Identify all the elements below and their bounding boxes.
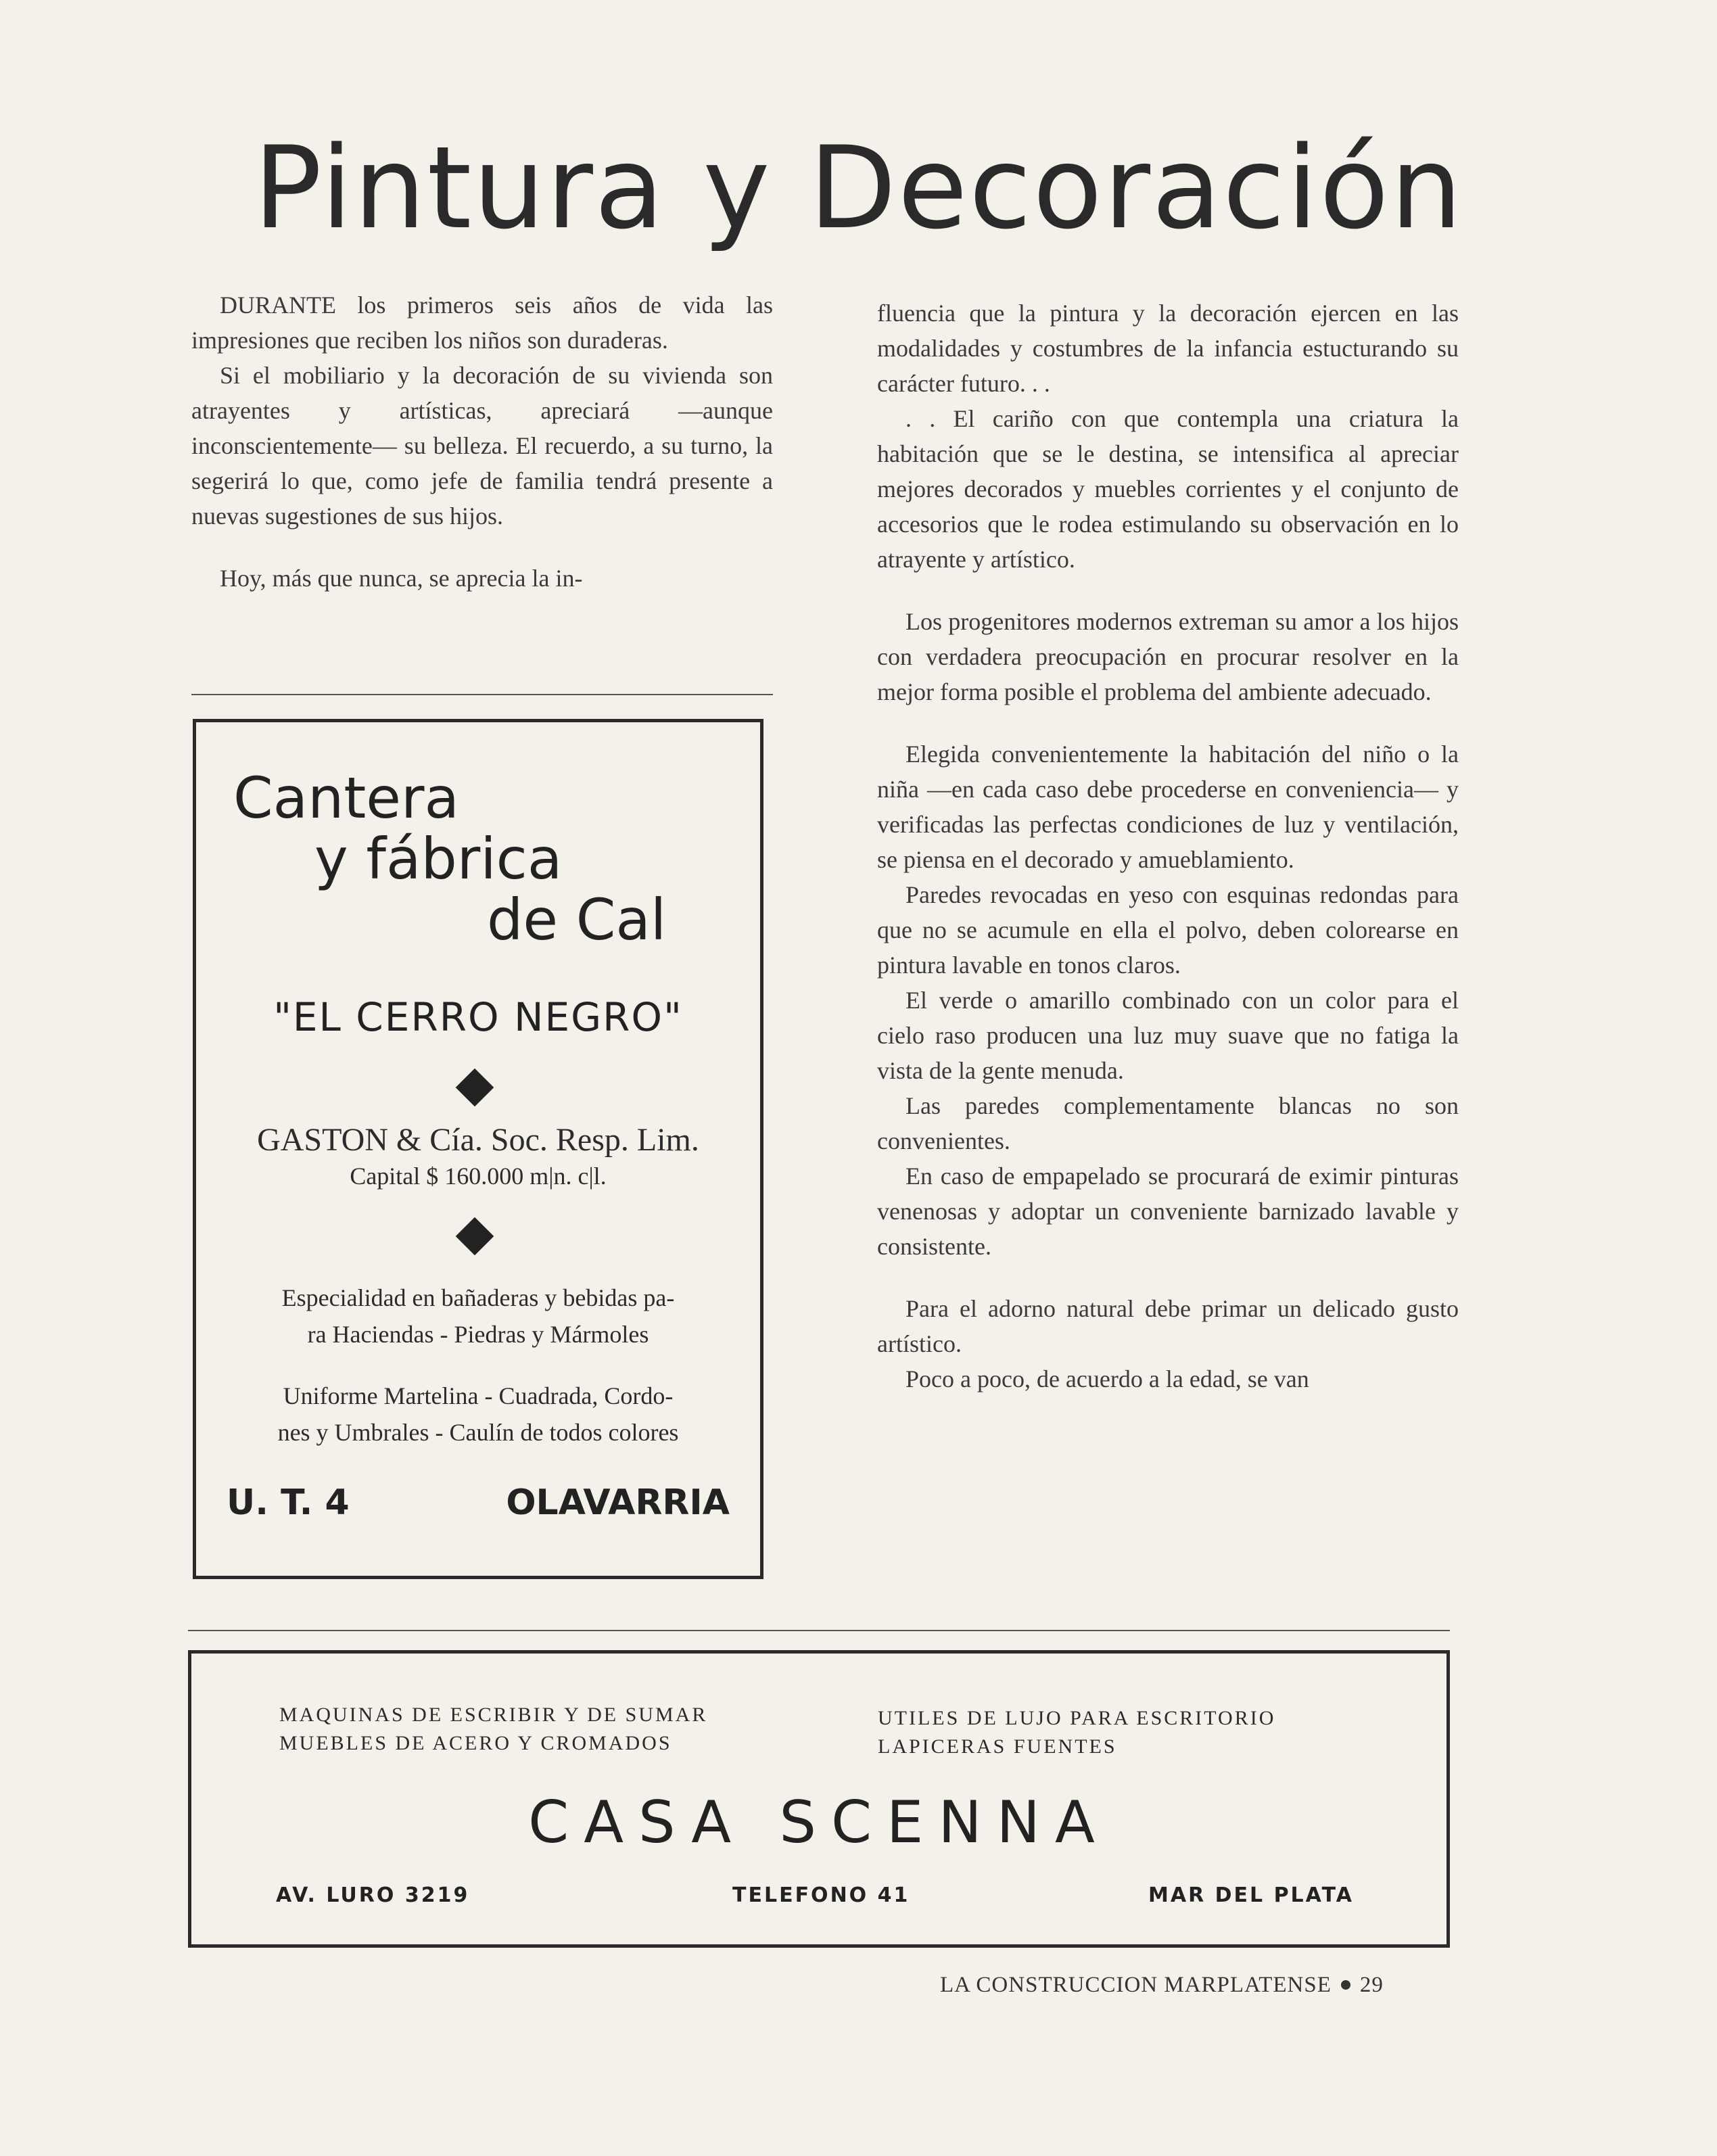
ad-casa-scenna: [188, 1650, 1450, 1948]
bullet-icon: [1341, 1980, 1350, 1990]
paragraph: fluencia que la pintura y la decoración ejercen en las modalidades y costumbres de la infancia estucturando su carácter futuro. . .: [877, 300, 1459, 397]
ad-company: GASTON & Cía. Soc. Resp. Lim.: [257, 1122, 699, 1158]
paragraph: En caso de empapelado se procurará de eximir pinturas venenosas y adoptar un conveniente barnizado lavable y consistente.: [877, 1163, 1459, 1260]
page-number: 29: [1359, 1973, 1384, 1997]
ad-products-line-2: nes y Umbrales - Caulín de todos colores: [277, 1419, 679, 1446]
ad-phone: U. T. 4: [227, 1482, 350, 1523]
paragraph: Las paredes complementamente blancas no son convenientes.: [877, 1092, 1459, 1154]
paragraph: DURANTE los primeros seis años de vida las impresiones que reciben los niños son duraderas.: [191, 291, 773, 354]
paragraph: El verde o amarillo combinado con un color para el cielo raso producen una luz muy suave que no fatiga la vista de la gente menuda.: [877, 987, 1459, 1084]
publication-name: LA CONSTRUCCION MARPLATENSE: [940, 1973, 1332, 1997]
paragraph: Para el adorno natural debe primar un delicado gusto artístico.: [877, 1295, 1459, 1357]
ad-scenna-left-line-1: MAQUINAS DE ESCRIBIR Y DE SUMAR: [279, 1704, 708, 1726]
ad-specialty-line-2: ra Haciendas - Piedras y Mármoles: [307, 1321, 649, 1348]
ad-scenna-right-line-2: LAPICERAS FUENTES: [878, 1735, 1117, 1758]
paragraph: Los progenitores modernos extreman su amor a los hijos con verdadera preocupación en procurar resolver en la mejor forma posible el problema del ambiente adecuado.: [877, 608, 1459, 705]
ad-heading-line-1: Cantera: [233, 765, 459, 831]
ad-specialty-line-1: Especialidad en bañaderas y bebidas pa-: [281, 1284, 675, 1311]
paragraph: Paredes revocadas en yeso con esquinas redondas para que no se acumule en ella el polvo, deben colorearse en pintura lavable en tonos claros.: [877, 881, 1459, 979]
left-column: [191, 287, 773, 596]
right-column: [877, 296, 1459, 1397]
ad-scenna-address: AV. LURO 3219: [276, 1883, 470, 1907]
ad-scenna-city: MAR DEL PLATA: [1148, 1883, 1354, 1907]
ad-heading-line-3: de Cal: [487, 887, 667, 953]
ad-scenna-phone: TELEFONO 41: [732, 1883, 910, 1907]
paragraph: Poco a poco, de acuerdo a la edad, se van: [905, 1365, 1309, 1392]
article-title: Pintura y Decoración: [253, 122, 1464, 254]
paragraph: . . El cariño con que contempla una criatura la habitación que se le destina, se intensifica al apreciar mejores decorados y muebles corrientes y el conjunto de accesorios que le rodea estimulando su observación en lo atrayente y artístico.: [877, 405, 1459, 573]
ad-scenna-brand: CASA SCENNA: [528, 1789, 1110, 1856]
ad-heading-line-2: y fábrica: [314, 826, 563, 892]
ad-cantera-cerro-negro: [193, 719, 763, 1579]
ad-brand-name: "EL CERRO NEGRO": [273, 994, 683, 1040]
divider: [191, 694, 773, 695]
ad-scenna-right-line-1: UTILES DE LUJO PARA ESCRITORIO: [878, 1707, 1276, 1729]
paragraph: Hoy, más que nunca, se aprecia la in-: [220, 565, 583, 592]
paragraph: Elegida convenientemente la habitación del niño o la niña —en cada caso debe procederse en conveniencia— y verificadas las perfectas condiciones de luz y ventilación, se piensa en el decorado y amueblamiento.: [877, 741, 1459, 873]
ad-capital: Capital $ 160.000 m|n. c|l.: [350, 1163, 607, 1190]
divider: [188, 1630, 1450, 1631]
paragraph: Si el mobiliario y la decoración de su vivienda son atrayentes y artísticas, apreciará —aunque inconscientemente— su belleza. El recuerdo, a su turno, la segerirá lo que, como jefe de familia tendrá presente a nuevas sugestiones de sus hijos.: [191, 362, 773, 530]
ad-scenna-left-line-2: MUEBLES DE ACERO Y CROMADOS: [279, 1732, 672, 1754]
page-footer: [940, 1973, 1384, 1998]
ad-city: OLAVARRIA: [506, 1482, 730, 1523]
diamond-ornament-icon: [456, 1217, 494, 1256]
diamond-ornament-icon: [456, 1069, 494, 1107]
ad-products-line-1: Uniforme Martelina - Cuadrada, Cordo-: [283, 1382, 674, 1409]
